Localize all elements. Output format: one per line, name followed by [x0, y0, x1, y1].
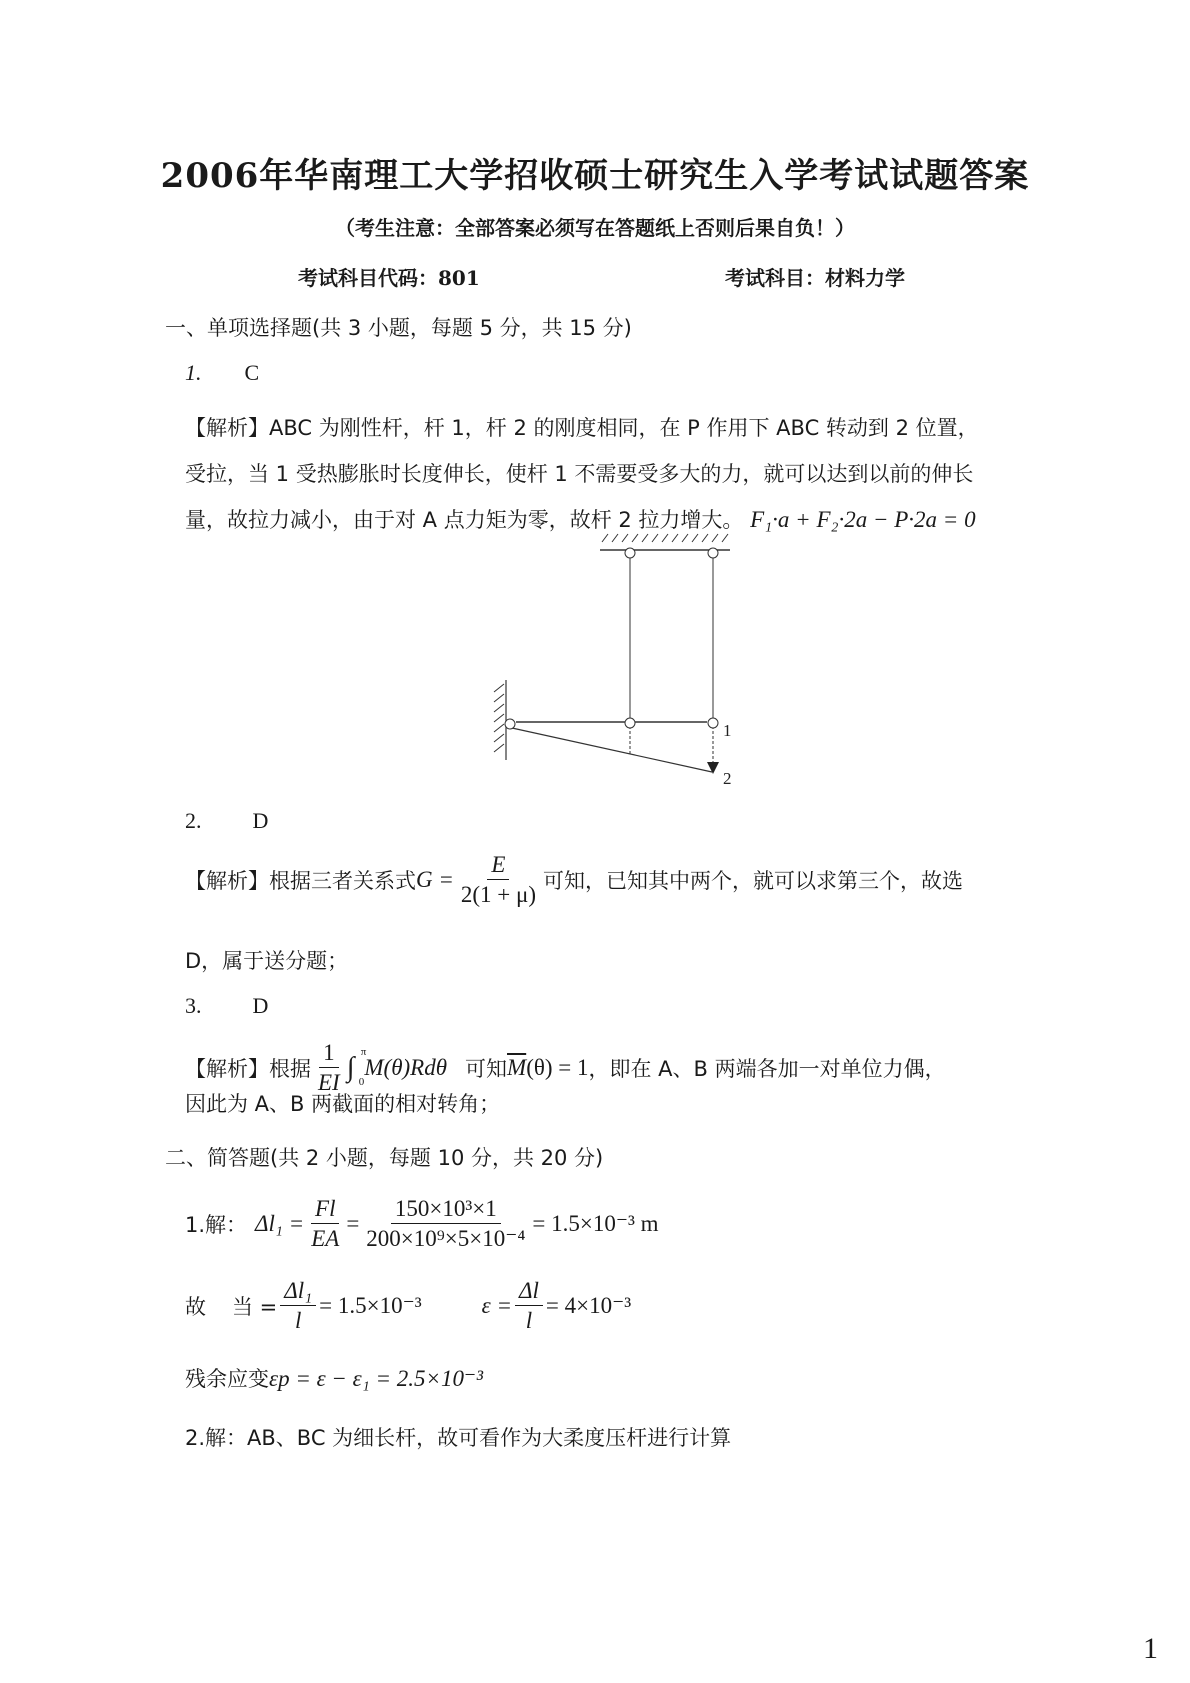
q2-number: 2.	[185, 808, 202, 833]
s2-q1-equation2	[185, 1278, 631, 1334]
eps-value: = 4×10⁻³	[545, 1292, 632, 1318]
hinge-top-1	[625, 548, 635, 558]
q3-analysis-line2: 因此为 A、B 两截面的相对转角；	[185, 1092, 501, 1116]
q2-analysis	[185, 852, 963, 908]
section1-heading: 一、单项选择题(共 3 小题，每题 5 分，共 15 分)	[165, 316, 632, 340]
q3-analysis-post: ，即在 A、B 两端各加一对单位力偶，	[588, 1056, 946, 1081]
analysis-label: 【解析】	[185, 416, 269, 440]
eps-fraction	[515, 1278, 543, 1334]
subject-code: 考试科目代码：801	[298, 266, 480, 290]
fl-over-ea-fraction	[307, 1196, 343, 1252]
q2-analysis-line2: D，属于送分题；	[185, 949, 349, 973]
q2-analysis-pre: 根据三者关系式	[269, 868, 416, 893]
q3-analysis-mid: 可知	[465, 1056, 508, 1081]
residual-strain	[185, 1363, 483, 1393]
subject-name: 考试科目：材料力学	[725, 266, 905, 290]
line2-prefix: 故	[185, 1294, 206, 1319]
label-position-2: 2	[723, 769, 732, 788]
q3-number: 3.	[185, 993, 202, 1018]
fraction-denominator: l	[295, 1308, 302, 1334]
shear-modulus-fraction	[457, 852, 540, 908]
load-arrow-icon	[707, 762, 719, 774]
hinge-c	[708, 718, 718, 728]
q1-equation: F₁·a + F₂·2a − P·2a = 0	[750, 507, 976, 532]
analysis-label: 【解析】	[185, 868, 269, 893]
fraction-numerator: E	[487, 852, 509, 880]
m-bar: $\overline{M}$	[507, 1054, 527, 1080]
residual-equation: εp = ε − ε₁ = 2.5×10⁻³	[269, 1366, 484, 1391]
delta-l1-lhs: Δl₁ =	[255, 1210, 305, 1236]
rigid-bar-diagram	[450, 530, 750, 790]
eps1-fraction	[280, 1278, 316, 1334]
q1-analysis-line1	[185, 412, 979, 442]
fraction-numerator: 1	[319, 1040, 339, 1068]
fraction-numerator: 150×10³×1	[391, 1196, 501, 1224]
hinge-top-2	[708, 548, 718, 558]
hinge-b	[625, 718, 635, 728]
integral-symbol: ∫	[346, 1051, 355, 1083]
label-position-1: 1	[723, 721, 732, 740]
formula-lhs: G =	[416, 866, 454, 892]
section2-heading: 二、简答题(共 2 小题，每题 10 分，共 20 分)	[165, 1146, 604, 1170]
eps1-value: = 1.5×10⁻³	[319, 1292, 422, 1318]
s2-q2-text: 2.解：AB、BC 为细长杆，故可看作为大柔度压杆进行计算	[185, 1426, 732, 1450]
wall-support	[494, 680, 506, 760]
fraction-numerator: Fl	[311, 1196, 339, 1224]
q1-analysis-text3: 量，故拉力减小，由于对 A 点力矩为零，故杆 2 拉力增大。	[185, 508, 744, 532]
s2-q1-label: 1.解：	[185, 1212, 248, 1237]
fraction-denominator: 2(1 + μ)	[460, 882, 537, 908]
page-title: 2006年华南理工大学招收硕士研究生入学考试试题答案	[160, 156, 1030, 196]
q1-answer	[185, 360, 259, 386]
q3-analysis-pre: 根据	[269, 1056, 311, 1081]
ceiling-support	[600, 534, 730, 550]
eps1-lhs: 当 =	[232, 1294, 278, 1319]
integral-sign	[346, 1045, 367, 1088]
q1-analysis-text1: ABC 为刚性杆，杆 1，杆 2 的刚度相同，在 P 作用下 ABC 转动到 2 位置，	[269, 416, 979, 440]
m-bar-value: (θ) = 1	[526, 1054, 589, 1080]
integrand: M(θ)Rdθ	[364, 1054, 448, 1080]
analysis-label: 【解析】	[185, 1056, 269, 1081]
integral-lower-limit: 0	[358, 1075, 365, 1088]
delta-l1-result: = 1.5×10⁻³ m	[532, 1210, 659, 1236]
q3-answer	[185, 993, 268, 1019]
eps-lhs: ε =	[481, 1292, 512, 1318]
page-number: 1	[1143, 1632, 1158, 1665]
q2-answer	[185, 808, 268, 834]
rotated-bar-position2	[512, 728, 712, 772]
q1-analysis-line2: 受拉，当 1 受热膨胀时长度伸长，使杆 1 不需要受多大的力，就可以达到以前的伸长	[185, 462, 974, 486]
fraction-denominator: EA	[311, 1226, 340, 1252]
q1-number: 1.	[185, 360, 202, 385]
fraction-numerator: Δl₁	[280, 1278, 316, 1306]
integral-upper-limit: π	[360, 1045, 367, 1058]
q1-choice: C	[244, 360, 260, 385]
s2-q1-equation1: 1.解： Δl₁ = $\frac{Fl}{EA}$ = $\frac{\text{150×10³×1}}{\text{200×10⁹×5×10⁻⁴}}$ = 1.5×10⁻³ m	[185, 1196, 659, 1252]
q2-analysis-post: 可知，已知其中两个，就可以求第三个，故选	[543, 868, 964, 893]
fraction-numerator: Δl	[515, 1278, 543, 1306]
q3-choice: D	[252, 993, 269, 1018]
fraction-denominator: l	[525, 1308, 533, 1334]
fraction-denominator: 200×10⁹×5×10⁻⁴	[366, 1226, 526, 1252]
fraction-denominator: EI	[318, 1070, 340, 1096]
numeric-fraction	[362, 1196, 529, 1252]
exam-notice: （考生注意：全部答案必须写在答题纸上否则后果自负！）	[335, 216, 855, 240]
q2-choice: D	[252, 808, 269, 833]
hinge-a	[505, 719, 515, 729]
residual-label: 残余应变	[185, 1367, 269, 1391]
